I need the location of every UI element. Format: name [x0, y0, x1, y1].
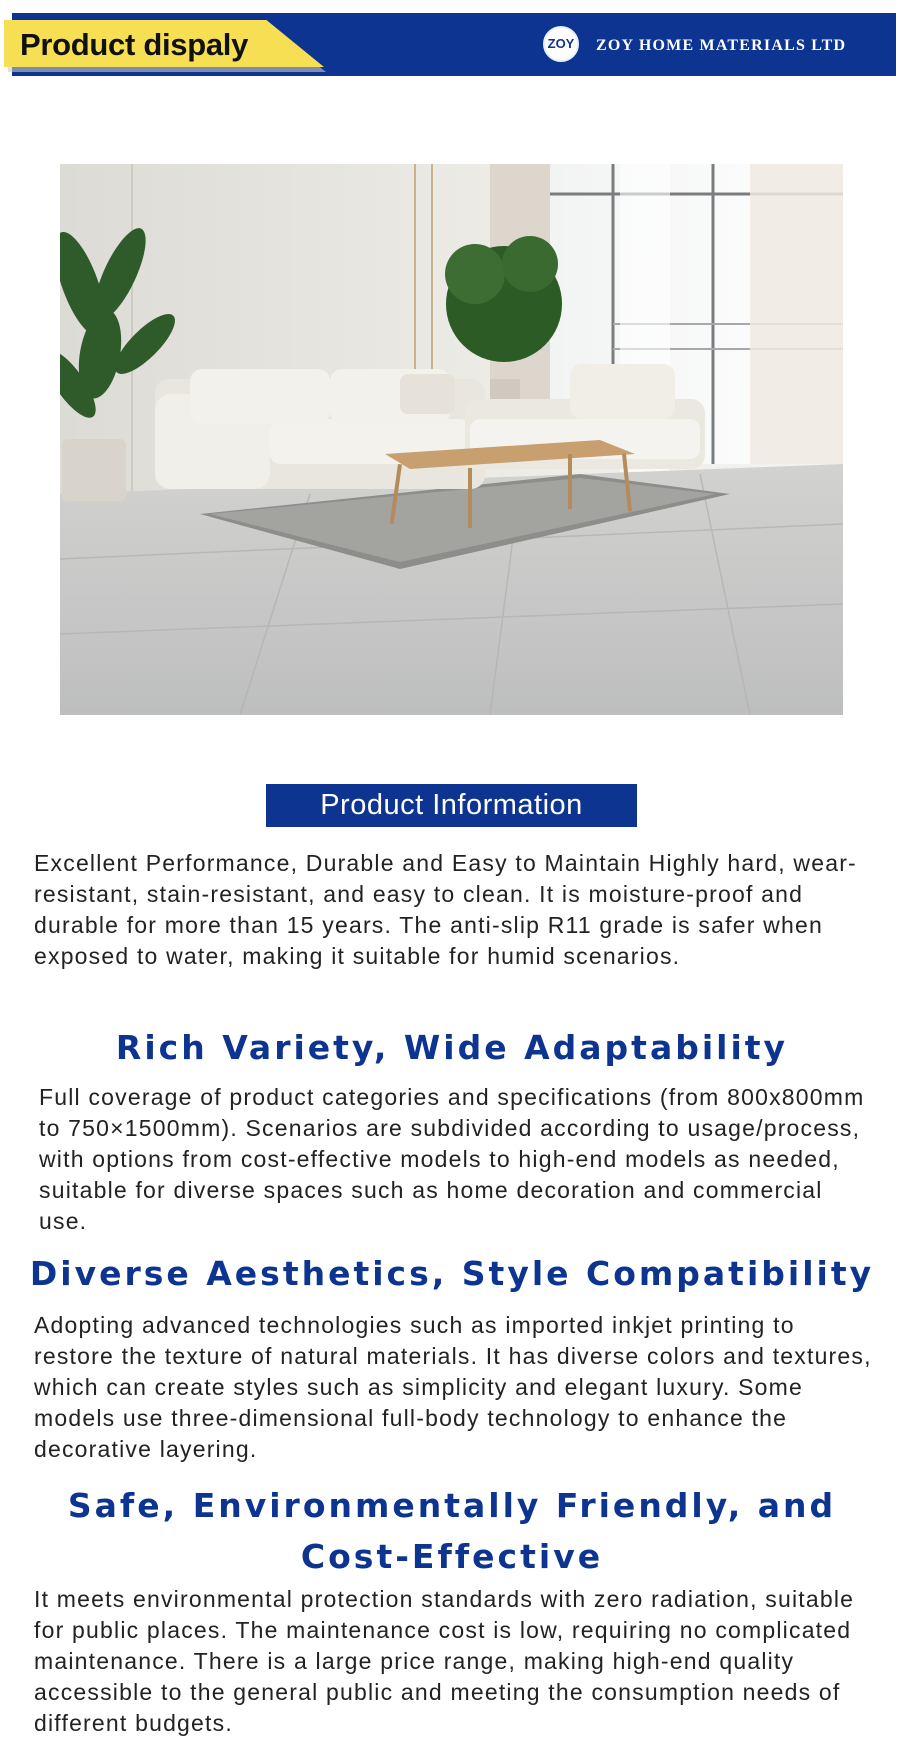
section-heading-aesthetics: Diverse Aesthetics, Style Compatibility [29, 1254, 875, 1293]
section-body-variety: Full coverage of product categories and specifications (from 800x800mm to 750×1500mm). Scenarios are subdivided according to usage/process, with options from cost-effective models to high-end models as needed, suitable for diverse spaces such as home decoration and commercial use. [39, 1084, 865, 1234]
section-heading-variety: Rich Variety, Wide Adaptability [115, 1028, 789, 1067]
section-body-aesthetics: Adopting advanced technologies such as imported inkjet printing to restore the texture of natural materials. It has diverse colors and textures, which can create styles such as simplicity and elegant luxury. Some models use three-dimensional full-body technology to enhance the decorative layering. [34, 1312, 872, 1462]
section-heading-safety: Safe, Environmentally Friendly, and Cost-Effective [67, 1486, 837, 1576]
company-name: ZOY HOME MATERIALS LTD [596, 37, 847, 54]
hero-image [60, 164, 843, 715]
product-intro-text: Excellent Performance, Durable and Easy to Maintain Highly hard, wear-resistant, stain-resistant, and easy to clean. It is moisture-proof and durable for more than 15 years. The anti-slip R11 grade is safer when exposed to water, making it suitable for humid scenarios. [34, 850, 857, 969]
section-body-safety: It meets environmental protection standards with zero radiation, suitable for public places. The maintenance cost is low, requiring no complicated maintenance. There is a large price range, making high-end quality accessible to the general public and meeting the consumption needs of different budgets. [34, 1586, 855, 1736]
page-title: Product dispaly [20, 27, 249, 62]
product-information-heading: Product Information [266, 784, 637, 827]
logo-text: ZOY [547, 36, 575, 51]
company-logo-icon [543, 26, 579, 62]
